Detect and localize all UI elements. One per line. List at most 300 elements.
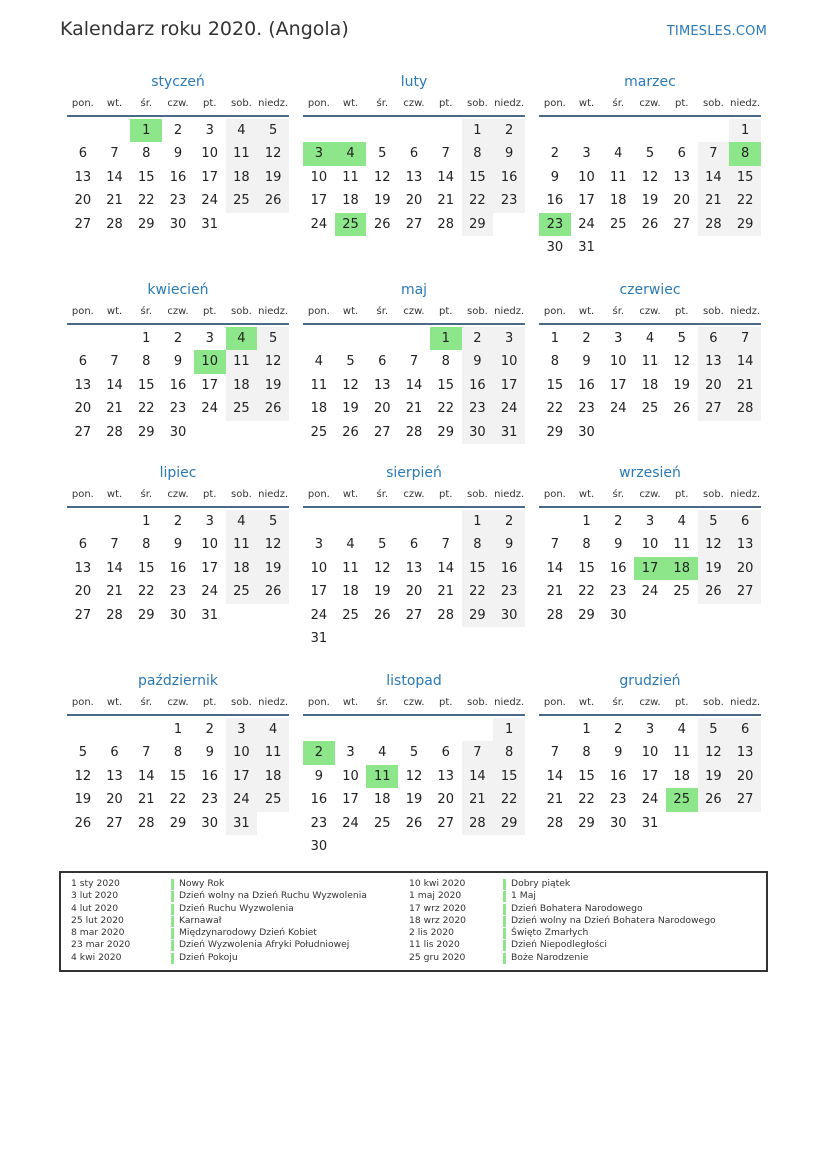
day-cell: 13	[698, 350, 730, 373]
weekday-label: pon.	[307, 697, 330, 708]
empty-cell	[366, 510, 398, 533]
empty-cell	[430, 510, 462, 533]
day-cell: 27	[698, 397, 730, 420]
day-cell: 26	[405, 815, 423, 831]
day-cell: 14	[106, 377, 123, 393]
day-cell: 20	[74, 584, 92, 600]
weekday-label: śr.	[376, 306, 389, 317]
day-cell: 13	[74, 377, 92, 393]
weekday-label: niedz.	[730, 697, 761, 708]
day-cell: 24	[201, 401, 218, 417]
day-cell: 15	[578, 560, 595, 576]
day-cell: 7	[698, 142, 730, 165]
day-cell: 13	[74, 560, 92, 576]
day-cell: 30	[169, 424, 187, 440]
month-calendar	[303, 71, 525, 236]
day-cell: 27	[74, 424, 92, 440]
weekday-label: sob.	[702, 98, 724, 109]
empty-cell	[430, 119, 462, 142]
day-cell: 5	[378, 146, 387, 162]
day-cell: 9	[173, 537, 183, 553]
day-cell: 12	[257, 350, 289, 373]
holiday-name: Dzień Niepodległości	[511, 939, 607, 951]
day-cell: 24	[310, 607, 328, 623]
day-cell: 26	[257, 397, 289, 420]
day-grid	[539, 327, 761, 444]
day-cell: 22	[578, 584, 595, 600]
day-grid	[539, 119, 761, 259]
day-cell: 12	[374, 560, 391, 576]
day-cell: 29	[462, 213, 494, 236]
day-cell: 5	[677, 331, 686, 346]
holiday-marker	[171, 879, 174, 890]
weekday-label: pt.	[202, 306, 217, 317]
day-cell: 12	[257, 142, 289, 165]
day-cell: 22	[578, 792, 595, 808]
day-cell: 26	[257, 189, 289, 212]
day-cell: 28	[546, 815, 564, 831]
weekday-label: pon.	[543, 489, 566, 500]
day-cell: 14	[405, 377, 423, 393]
day-cell: 14	[698, 166, 730, 189]
empty-cell	[303, 510, 335, 533]
day-cell: 16	[462, 374, 494, 397]
weekday-label: czw.	[403, 697, 425, 708]
day-cell: 7	[110, 354, 119, 370]
day-cell: 19	[74, 792, 92, 808]
month-name: październik	[138, 673, 218, 689]
month-calendar	[539, 279, 761, 444]
day-cell: 8	[462, 533, 494, 556]
day-cell: 28	[698, 213, 730, 236]
holiday-marker	[503, 940, 506, 951]
weekday-label: wt.	[342, 489, 359, 500]
day-cell: 23	[493, 189, 525, 212]
day-cell: 10	[641, 745, 659, 761]
day-cell: 12	[374, 169, 391, 185]
day-cell: 25	[226, 189, 258, 212]
day-cell: 28	[462, 812, 494, 835]
weekday-label: śr.	[376, 489, 389, 500]
day-cell: 15	[169, 768, 187, 784]
day-cell: 28	[138, 815, 155, 831]
holiday-marker	[503, 891, 506, 902]
holiday-day-cell: 25	[335, 213, 367, 236]
weekday-label: śr.	[376, 98, 389, 109]
day-cell: 20	[405, 193, 423, 209]
weekday-header	[539, 484, 761, 508]
day-cell: 11	[226, 533, 258, 556]
day-cell: 27	[673, 216, 690, 232]
day-cell: 23	[169, 401, 187, 417]
empty-cell	[602, 119, 634, 142]
weekday-label: pon.	[307, 98, 330, 109]
day-cell: 25	[641, 401, 659, 417]
day-cell: 10	[578, 169, 595, 185]
weekday-label: niedz.	[730, 306, 761, 317]
day-cell: 14	[546, 560, 564, 576]
day-grid	[67, 327, 289, 444]
day-grid	[303, 119, 525, 236]
month-name: sierpień	[386, 465, 442, 481]
weekday-label: czw.	[167, 98, 189, 109]
weekday-label: wt.	[106, 306, 123, 317]
day-cell: 26	[698, 580, 730, 603]
day-cell: 30	[201, 815, 218, 831]
empty-cell	[99, 327, 131, 350]
weekday-header	[67, 301, 289, 325]
day-cell: 1	[462, 510, 494, 533]
holiday-marker	[171, 916, 174, 927]
day-cell: 20	[405, 584, 423, 600]
month-name: wrzesień	[619, 465, 681, 481]
weekday-label: niedz.	[258, 98, 289, 109]
day-cell: 20	[729, 557, 761, 580]
day-cell: 8	[582, 537, 591, 553]
day-cell: 2	[462, 327, 494, 350]
day-cell: 19	[342, 401, 359, 417]
weekday-label: wt.	[578, 697, 595, 708]
day-cell: 27	[405, 607, 423, 623]
weekday-label: śr.	[140, 697, 153, 708]
day-cell: 17	[201, 560, 218, 576]
day-cell: 2	[205, 722, 214, 737]
day-cell: 19	[374, 193, 391, 209]
day-cell: 27	[729, 580, 761, 603]
holiday-day-cell: 23	[539, 213, 571, 236]
day-cell: 12	[673, 354, 690, 370]
day-cell: 19	[405, 792, 423, 808]
day-cell: 29	[729, 213, 761, 236]
weekday-label: niedz.	[730, 98, 761, 109]
day-cell: 5	[78, 745, 87, 761]
day-cell: 14	[138, 768, 155, 784]
day-cell: 12	[698, 533, 730, 556]
weekday-header	[303, 692, 525, 716]
day-cell: 3	[226, 718, 258, 741]
weekday-label: wt.	[578, 98, 595, 109]
day-cell: 23	[493, 580, 525, 603]
day-cell: 30	[493, 604, 525, 627]
day-cell: 9	[582, 354, 591, 370]
holiday-day-cell: 1	[130, 119, 162, 142]
day-cell: 1	[142, 331, 151, 346]
empty-cell	[634, 119, 666, 142]
day-cell: 3	[645, 514, 655, 529]
day-cell: 18	[673, 768, 690, 784]
day-cell: 30	[546, 239, 564, 255]
day-cell: 21	[437, 193, 454, 209]
day-cell: 15	[462, 557, 494, 580]
day-cell: 29	[138, 424, 155, 440]
weekday-label: pt.	[674, 489, 689, 500]
month-calendar	[539, 462, 761, 627]
weekday-label: pt.	[674, 98, 689, 109]
day-cell: 13	[374, 377, 391, 393]
day-cell: 9	[462, 350, 494, 373]
empty-cell	[99, 510, 131, 533]
day-grid	[303, 327, 525, 444]
holiday-marker	[503, 953, 506, 964]
month-calendar	[303, 462, 525, 650]
day-cell: 24	[201, 193, 218, 209]
day-cell: 23	[610, 584, 627, 600]
day-cell: 21	[462, 788, 494, 811]
holiday-date: 18 wrz 2020	[409, 914, 467, 926]
weekday-label: śr.	[612, 98, 625, 109]
day-cell: 21	[138, 792, 155, 808]
weekday-label: sob.	[230, 697, 252, 708]
weekday-label: wt.	[342, 98, 359, 109]
weekday-label: niedz.	[258, 306, 289, 317]
day-cell: 7	[462, 741, 494, 764]
day-cell: 12	[257, 533, 289, 556]
empty-cell	[366, 119, 398, 142]
day-cell: 28	[106, 216, 123, 232]
day-cell: 18	[610, 193, 627, 209]
weekday-label: wt.	[106, 98, 123, 109]
day-cell: 4	[346, 537, 355, 553]
weekday-label: niedz.	[258, 489, 289, 500]
day-cell: 4	[645, 331, 655, 346]
day-cell: 24	[310, 216, 328, 232]
holiday-name: Międzynarodowy Dzień Kobiet	[179, 927, 317, 939]
day-cell: 10	[493, 350, 525, 373]
weekday-label: pt.	[674, 306, 689, 317]
weekday-label: czw.	[639, 697, 661, 708]
holiday-date: 1 maj 2020	[409, 890, 462, 902]
weekday-header	[539, 93, 761, 117]
day-cell: 20	[437, 792, 454, 808]
day-cell: 23	[310, 815, 328, 831]
day-grid	[303, 718, 525, 858]
day-cell: 29	[578, 607, 595, 623]
holiday-name: Dzień wolny na Dzień Ruchu Wyzwolenia	[179, 890, 367, 902]
day-cell: 12	[698, 741, 730, 764]
day-cell: 16	[201, 768, 218, 784]
day-cell: 14	[437, 169, 454, 185]
day-cell: 18	[342, 193, 359, 209]
day-cell: 8	[462, 142, 494, 165]
weekday-label: czw.	[639, 98, 661, 109]
empty-cell	[571, 119, 603, 142]
holiday-date: 4 lut 2020	[71, 902, 119, 914]
weekday-label: sob.	[466, 306, 488, 317]
day-cell: 18	[226, 374, 258, 397]
day-cell: 21	[729, 374, 761, 397]
day-cell: 26	[374, 216, 391, 232]
month-calendar	[303, 670, 525, 858]
day-cell: 22	[138, 193, 155, 209]
day-cell: 10	[641, 537, 659, 553]
day-cell: 20	[729, 765, 761, 788]
empty-cell	[430, 718, 462, 741]
holiday-marker	[503, 916, 506, 927]
day-cell: 24	[201, 584, 218, 600]
month-name: czerwiec	[619, 282, 681, 298]
day-cell: 10	[201, 146, 218, 162]
weekday-label: pt.	[438, 489, 453, 500]
day-cell: 17	[310, 193, 328, 209]
day-cell: 5	[378, 537, 387, 553]
weekday-label: sob.	[466, 697, 488, 708]
day-cell: 6	[78, 354, 87, 370]
day-cell: 17	[310, 584, 328, 600]
day-cell: 10	[310, 169, 328, 185]
weekday-label: pon.	[543, 98, 566, 109]
empty-cell	[67, 119, 99, 142]
day-cell: 16	[169, 560, 187, 576]
month-name: styczeń	[151, 74, 205, 90]
holiday-day-cell: 1	[430, 327, 462, 350]
holiday-day-cell: 18	[666, 557, 698, 580]
day-cell: 4	[226, 510, 258, 533]
day-cell: 26	[257, 580, 289, 603]
day-cell: 3	[205, 331, 214, 346]
day-cell: 31	[578, 239, 595, 255]
weekday-label: czw.	[639, 306, 661, 317]
holiday-marker	[171, 904, 174, 915]
weekday-label: wt.	[106, 489, 123, 500]
empty-cell	[398, 718, 430, 741]
holiday-date: 11 lis 2020	[409, 939, 460, 951]
weekday-label: sob.	[466, 489, 488, 500]
holiday-name: Karnawał	[179, 914, 222, 926]
day-cell: 18	[641, 377, 659, 393]
empty-cell	[462, 718, 494, 741]
day-cell: 21	[106, 584, 123, 600]
day-cell: 10	[310, 560, 328, 576]
day-cell: 3	[493, 327, 525, 350]
day-cell: 7	[142, 745, 151, 761]
day-cell: 29	[462, 604, 494, 627]
day-cell: 26	[74, 815, 92, 831]
month-name: marzec	[624, 74, 676, 90]
month-name: luty	[400, 74, 428, 90]
day-cell: 11	[641, 354, 659, 370]
weekday-label: wt.	[578, 306, 595, 317]
day-cell: 15	[138, 377, 155, 393]
weekday-header	[303, 93, 525, 117]
day-cell: 15	[437, 377, 454, 393]
holiday-marker	[503, 904, 506, 915]
weekday-label: pon.	[543, 306, 566, 317]
month-name: maj	[400, 282, 428, 298]
holiday-day-cell: 25	[666, 788, 698, 811]
day-cell: 1	[550, 331, 559, 346]
day-cell: 18	[226, 557, 258, 580]
weekday-label: pon.	[71, 489, 94, 500]
day-cell: 30	[169, 607, 187, 623]
holiday-date: 25 lut 2020	[71, 914, 124, 926]
weekday-label: niedz.	[494, 697, 525, 708]
day-cell: 31	[201, 216, 218, 232]
day-cell: 22	[546, 401, 564, 417]
weekday-label: sob.	[230, 306, 252, 317]
day-cell: 16	[610, 768, 627, 784]
day-cell: 12	[641, 169, 659, 185]
day-cell: 5	[645, 146, 655, 162]
holiday-day-cell: 10	[194, 350, 226, 373]
empty-cell	[303, 718, 335, 741]
day-cell: 9	[493, 533, 525, 556]
day-cell: 12	[342, 377, 359, 393]
holiday-name: Dzień Ruchu Wyzwolenia	[179, 902, 294, 914]
weekday-header	[67, 484, 289, 508]
day-cell: 15	[462, 166, 494, 189]
day-cell: 27	[437, 815, 454, 831]
empty-cell	[303, 119, 335, 142]
day-cell: 15	[578, 768, 595, 784]
holiday-date: 2 lis 2020	[409, 927, 454, 939]
holiday-name: Dzień Wyzwolenia Afryki Południowej	[179, 939, 350, 951]
day-cell: 29	[437, 424, 454, 440]
day-cell: 3	[645, 722, 655, 737]
holiday-name: Dobry piątek	[511, 878, 571, 889]
day-cell: 25	[226, 580, 258, 603]
day-cell: 15	[546, 377, 564, 393]
brand-link[interactable]: TIMESLES.COM	[666, 24, 767, 39]
day-cell: 13	[405, 560, 423, 576]
day-cell: 4	[226, 119, 258, 142]
day-cell: 17	[641, 768, 659, 784]
weekday-label: niedz.	[494, 489, 525, 500]
day-cell: 22	[169, 792, 187, 808]
day-cell: 4	[257, 718, 289, 741]
day-cell: 30	[610, 815, 627, 831]
holiday-name: Dzień Pokoju	[179, 951, 238, 963]
day-cell: 24	[342, 815, 359, 831]
day-cell: 15	[493, 765, 525, 788]
day-cell: 7	[110, 146, 119, 162]
day-cell: 5	[698, 718, 730, 741]
day-cell: 26	[374, 607, 391, 623]
day-cell: 14	[437, 560, 454, 576]
day-cell: 30	[462, 421, 494, 444]
day-cell: 20	[673, 193, 690, 209]
day-cell: 2	[550, 146, 559, 162]
day-cell: 24	[610, 401, 627, 417]
holiday-date: 8 mar 2020	[71, 927, 125, 939]
day-cell: 10	[201, 537, 218, 553]
day-cell: 9	[173, 354, 183, 370]
empty-cell	[335, 510, 367, 533]
page-title: Kalendarz roku 2020. (Angola)	[60, 18, 349, 40]
day-cell: 25	[226, 397, 258, 420]
day-cell: 12	[405, 768, 423, 784]
day-cell: 8	[142, 354, 151, 370]
empty-cell	[335, 718, 367, 741]
day-cell: 11	[310, 377, 328, 393]
weekday-label: śr.	[140, 306, 153, 317]
day-cell: 13	[673, 169, 690, 185]
day-cell: 6	[698, 327, 730, 350]
weekday-header	[303, 301, 525, 325]
day-cell: 16	[169, 377, 187, 393]
day-cell: 19	[257, 166, 289, 189]
weekday-label: czw.	[167, 697, 189, 708]
day-cell: 27	[106, 815, 123, 831]
day-cell: 6	[110, 745, 119, 761]
day-cell: 1	[142, 514, 151, 529]
day-cell: 9	[314, 768, 323, 784]
holiday-legend	[59, 871, 768, 972]
holiday-marker	[171, 940, 174, 951]
holiday-name: Boże Narodzenie	[511, 951, 589, 963]
day-cell: 23	[169, 193, 187, 209]
day-cell: 28	[437, 607, 454, 623]
weekday-label: pon.	[307, 489, 330, 500]
